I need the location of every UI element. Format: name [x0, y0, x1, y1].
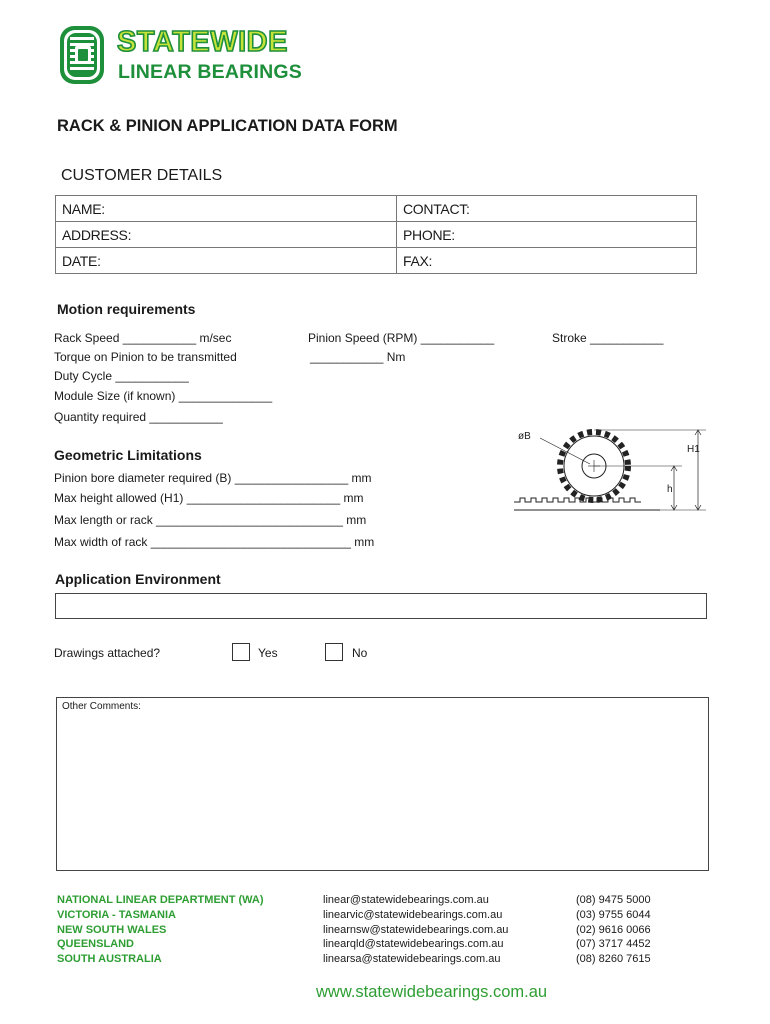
- torque-field[interactable]: ___________ Nm: [310, 350, 406, 364]
- duty-cycle-field[interactable]: Duty Cycle ___________: [54, 369, 189, 383]
- bore-label: øB: [518, 431, 531, 442]
- phone-number: (02) 9616 0066: [576, 923, 651, 936]
- stroke-field[interactable]: Stroke ___________: [552, 331, 664, 345]
- max-length-field[interactable]: Max length or rack ____________________________ mm: [54, 513, 367, 527]
- torque-label: Torque on Pinion to be transmitted: [54, 350, 237, 364]
- geometry-heading: Geometric Limitations: [54, 447, 202, 463]
- no-label: No: [352, 646, 368, 660]
- yes-checkbox[interactable]: [232, 643, 250, 661]
- motion-heading: Motion requirements: [57, 301, 196, 317]
- email-link[interactable]: linearnsw@statewidebearings.com.au: [323, 923, 509, 936]
- list-item: VICTORIA - TASMANIA: [57, 908, 176, 921]
- email-link[interactable]: linearvic@statewidebearings.com.au: [323, 908, 503, 921]
- footer-regions: [57, 893, 264, 967]
- rack-speed-field[interactable]: Rack Speed ___________ m/sec: [54, 331, 232, 345]
- footer-emails: [323, 893, 508, 967]
- email-link[interactable]: linearsa@statewidebearings.com.au: [323, 953, 501, 966]
- drawings-label: Drawings attached?: [54, 646, 161, 660]
- phone-number: (07) 3717 4452: [576, 938, 651, 951]
- brand-subtitle: LINEAR BEARINGS: [118, 61, 302, 83]
- h-label: h: [667, 484, 673, 495]
- website-link[interactable]: www.statewidebearings.com.au: [316, 983, 548, 1001]
- quantity-field[interactable]: Quantity required ___________: [54, 410, 223, 424]
- max-height-field[interactable]: Max height allowed (H1) _______________________ mm: [54, 491, 364, 505]
- phone-number: (08) 8260 7615: [576, 953, 651, 966]
- brand-name: STATEWIDE: [117, 26, 288, 58]
- module-size-field[interactable]: Module Size (if known) ______________: [54, 389, 273, 403]
- address-field[interactable]: ADDRESS:: [56, 222, 397, 248]
- rack-pinion-diagram: [510, 424, 710, 516]
- comments-box[interactable]: [56, 697, 709, 871]
- date-field[interactable]: DATE:: [56, 248, 397, 274]
- h1-label: H1: [687, 444, 700, 455]
- list-item: QUEENSLAND: [57, 938, 135, 951]
- pinion-speed-field[interactable]: Pinion Speed (RPM) ___________: [308, 331, 495, 345]
- list-item: NATIONAL LINEAR DEPARTMENT (WA): [57, 894, 264, 906]
- bearing-logo-icon: [58, 22, 106, 88]
- no-checkbox[interactable]: [325, 643, 343, 661]
- table-row: [56, 222, 697, 248]
- environment-heading: Application Environment: [55, 571, 221, 587]
- email-link[interactable]: linearqld@statewidebearings.com.au: [323, 938, 504, 951]
- bore-field[interactable]: Pinion bore diameter required (B) _________________ mm: [54, 471, 372, 485]
- phone-number: (03) 9755 6044: [576, 908, 651, 921]
- environment-input[interactable]: [55, 593, 707, 619]
- yes-label: Yes: [258, 646, 278, 660]
- list-item: SOUTH AUSTRALIA: [57, 953, 162, 966]
- form-title: RACK & PINION APPLICATION DATA FORM: [57, 117, 398, 135]
- fax-field[interactable]: FAX:: [397, 248, 697, 274]
- max-width-field[interactable]: Max width of rack ______________________________ mm: [54, 535, 375, 549]
- customer-heading: CUSTOMER DETAILS: [61, 167, 223, 184]
- footer-phones: [576, 893, 651, 967]
- customer-table: [55, 195, 697, 274]
- email-link[interactable]: linear@statewidebearings.com.au: [323, 894, 489, 906]
- name-field[interactable]: NAME:: [56, 196, 397, 222]
- phone-number: (08) 9475 5000: [576, 894, 651, 906]
- phone-field[interactable]: PHONE:: [397, 222, 697, 248]
- table-row: [56, 248, 697, 274]
- contact-field[interactable]: CONTACT:: [397, 196, 697, 222]
- list-item: NEW SOUTH WALES: [57, 923, 167, 936]
- comments-label: Other Comments:: [62, 701, 141, 712]
- table-row: [56, 196, 697, 222]
